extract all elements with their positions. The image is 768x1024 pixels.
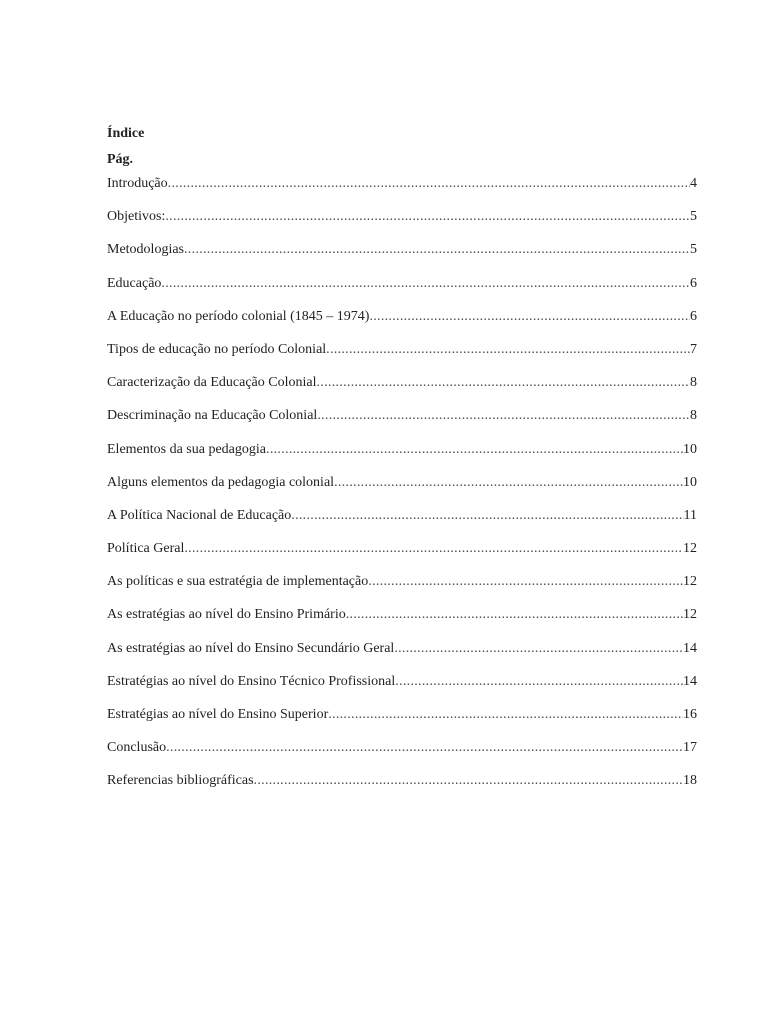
- toc-entry-page-number: 12: [683, 574, 697, 590]
- toc-entry: [107, 407, 697, 440]
- toc-entry-page-number: 17: [683, 740, 697, 756]
- toc-dot-leader: [368, 573, 683, 590]
- toc-entry-page-number: 10: [683, 441, 697, 457]
- toc-entry: [107, 640, 697, 673]
- toc-entry-page-number: 12: [683, 607, 697, 623]
- toc-entry-title: Tipos de educação no período Colonial: [107, 341, 327, 357]
- toc-entry-page-number: 7: [690, 341, 697, 357]
- toc-entry: [107, 374, 697, 407]
- toc-dot-leader: [161, 275, 690, 292]
- toc-dot-leader: [334, 474, 683, 491]
- toc-dot-leader: [346, 606, 683, 623]
- toc-dot-leader: [254, 772, 683, 789]
- toc-entry-title: Estratégias ao nível do Ensino Técnico Profissional: [107, 673, 396, 689]
- toc-entry-page-number: 8: [690, 375, 697, 391]
- toc-entry-page-number: 6: [690, 308, 697, 324]
- toc-entry-title: As estratégias ao nível do Ensino Primário: [107, 607, 346, 623]
- toc-dot-leader: [166, 739, 683, 756]
- toc-entry-page-number: 14: [683, 640, 697, 656]
- toc-dot-leader: [266, 441, 683, 458]
- toc-entry-page-number: 6: [690, 275, 697, 291]
- toc-dot-leader: [395, 673, 683, 690]
- toc-entry-page-number: 18: [683, 773, 697, 789]
- toc-dot-leader: [369, 308, 690, 325]
- toc-entry-title: A Política Nacional de Educação: [107, 507, 292, 523]
- toc-dot-leader: [328, 706, 683, 723]
- toc-entry-title: Descriminação na Educação Colonial: [107, 408, 318, 424]
- toc-entry-page-number: 8: [690, 408, 697, 424]
- toc-entry-title: As estratégias ao nível do Ensino Secundário Geral: [107, 640, 395, 656]
- toc-entry-title: Política Geral: [107, 541, 185, 557]
- toc-entry-page-number: 12: [683, 541, 697, 557]
- page-column-label: Pág.: [107, 152, 134, 167]
- toc-entry: [107, 241, 697, 274]
- toc-entry-title: As políticas e sua estratégia de implementação: [107, 574, 369, 590]
- toc-entry: [107, 540, 697, 573]
- toc-dot-leader: [168, 175, 690, 192]
- toc-entry-page-number: 4: [690, 176, 697, 191]
- toc-entry-title: A Educação no período colonial (1845 – 1974): [107, 308, 370, 324]
- toc-entry: [107, 308, 697, 341]
- toc-entry: [107, 175, 697, 208]
- toc-entry: [107, 341, 697, 374]
- toc-dot-leader: [317, 407, 690, 424]
- toc-entry: [107, 706, 697, 739]
- toc-entry-page-number: 14: [683, 673, 697, 689]
- toc-entry: [107, 739, 697, 772]
- toc-entry-title: Introdução: [107, 176, 168, 191]
- toc-entry-page-number: 11: [683, 507, 697, 523]
- index-heading: Índice: [107, 126, 145, 141]
- toc-entry-title: Educação: [107, 275, 162, 291]
- toc-entry-page-number: 5: [690, 209, 697, 225]
- toc-dot-leader: [184, 241, 690, 258]
- toc-entry: [107, 474, 697, 507]
- toc-entry: [107, 573, 697, 606]
- toc-entry: [107, 606, 697, 639]
- toc-entry-page-number: 5: [690, 242, 697, 258]
- toc-entry: [107, 772, 697, 805]
- toc-entry-title: Metodologias: [107, 242, 184, 258]
- toc-entry-title: Referencias bibliográficas: [107, 773, 254, 789]
- document-page: [107, 124, 697, 806]
- toc-entry-title: Alguns elementos da pedagogia colonial: [107, 474, 335, 490]
- toc-entry-title: Conclusão: [107, 740, 167, 756]
- toc-entry-title: Elementos da sua pedagogia: [107, 441, 267, 457]
- toc-dot-leader: [317, 374, 691, 391]
- toc-entry: [107, 208, 697, 241]
- toc-entry-title: Caracterização da Educação Colonial: [107, 375, 317, 391]
- toc-entry: [107, 673, 697, 706]
- table-of-contents: [107, 175, 697, 806]
- toc-entry-page-number: 16: [683, 707, 697, 722]
- toc-dot-leader: [165, 208, 690, 225]
- toc-entry-title: Objetivos:: [107, 209, 166, 225]
- toc-entry: [107, 507, 697, 540]
- toc-entry-page-number: 10: [683, 474, 697, 490]
- toc-entry-title: Estratégias ao nível do Ensino Superior: [107, 707, 329, 722]
- toc-dot-leader: [291, 507, 683, 524]
- toc-entry: [107, 275, 697, 308]
- toc-dot-leader: [326, 341, 690, 358]
- toc-dot-leader: [394, 640, 683, 657]
- toc-entry: [107, 441, 697, 474]
- toc-dot-leader: [184, 540, 683, 557]
